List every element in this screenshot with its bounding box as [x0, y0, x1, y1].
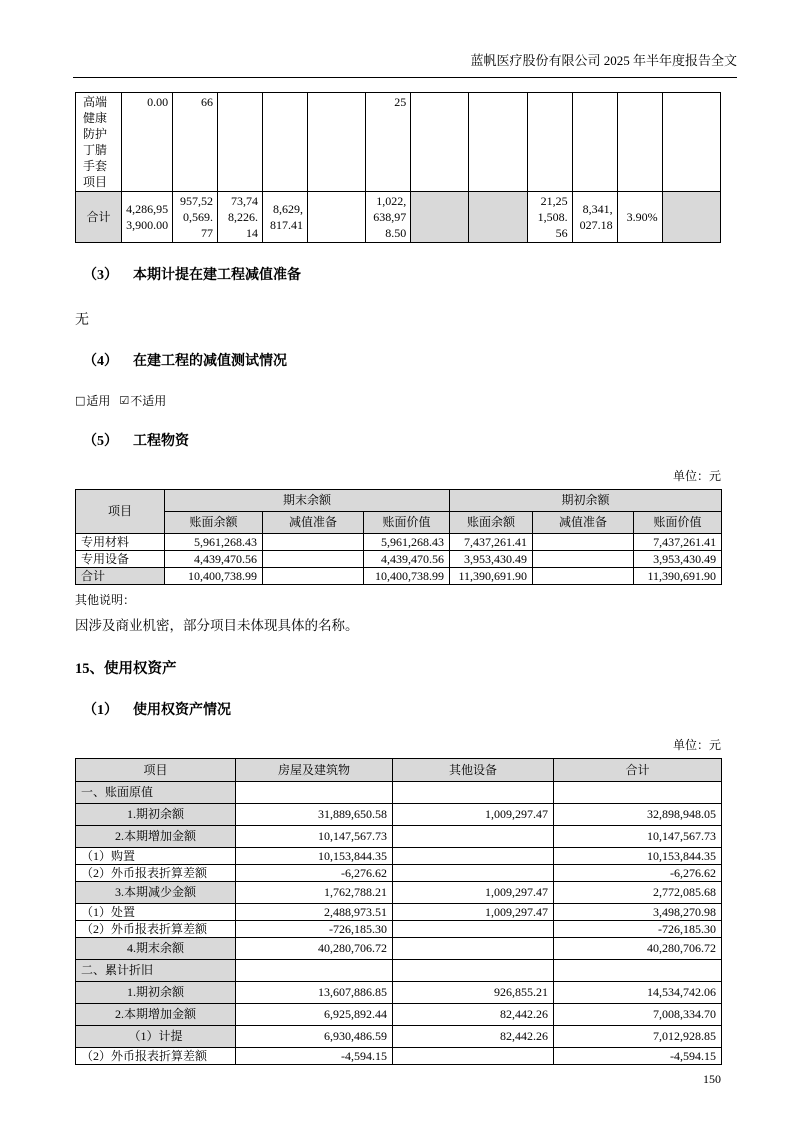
table-cell	[411, 192, 469, 243]
section-4-number: （4）	[83, 354, 118, 369]
option-not-applicable-label: 不适用	[130, 394, 167, 408]
table-row	[76, 921, 722, 938]
table-cell: 1,009,297.47	[393, 904, 554, 921]
table-cell: 10,400,738.99	[165, 568, 263, 585]
table-cell: -726,185.30	[236, 921, 393, 938]
right-of-use-assets-table	[75, 758, 722, 1065]
table-cell: 0.00	[121, 93, 172, 192]
row-label: 1.期初余额	[76, 804, 236, 826]
table-cell: 40,280,706.72	[236, 938, 393, 960]
table-cell	[533, 534, 634, 551]
row-label: （1）处置	[76, 904, 236, 921]
option-applicable-label: 适用	[86, 394, 111, 408]
column-header-book-balance: 账面余额	[450, 512, 533, 534]
unit-label: 单位：元	[672, 738, 721, 752]
table-cell: 13,607,886.85	[236, 982, 393, 1004]
other-note-label: 其他说明：	[75, 593, 136, 607]
column-header-buildings: 房屋及建筑物	[236, 759, 393, 782]
section-3-heading	[75, 264, 721, 284]
section-15-1-title: 使用权资产情况	[133, 703, 231, 718]
table-cell: 40,280,706.72	[554, 938, 722, 960]
table-cell	[572, 93, 617, 192]
table-row	[76, 192, 721, 243]
column-group-beginning-balance: 期初余额	[450, 490, 722, 512]
table-cell: 7,437,261.41	[634, 534, 722, 551]
row-label: 1.期初余额	[76, 982, 236, 1004]
section-5-number: （5）	[83, 434, 118, 449]
table-cell	[662, 192, 720, 243]
table-cell	[533, 551, 634, 568]
table-cell	[662, 93, 720, 192]
table-cell: -6,276.62	[236, 865, 393, 882]
section-4-title: 在建工程的减值测试情况	[133, 354, 287, 369]
table-row	[76, 960, 722, 982]
row-label: 专用设备	[76, 551, 165, 568]
table-row	[76, 782, 722, 804]
table-row	[76, 982, 722, 1004]
row-label: 2.本期增加金额	[76, 1004, 236, 1026]
row-label: 专用材料	[76, 534, 165, 551]
table-cell: 73,748,226.14	[218, 192, 263, 243]
column-header-impairment: 减值准备	[533, 512, 634, 534]
table-cell	[393, 960, 554, 982]
column-header-book-value: 账面价值	[364, 512, 450, 534]
page-header	[0, 0, 794, 78]
table-cell	[393, 826, 554, 848]
table-cell	[218, 93, 263, 192]
section-3-title: 本期计提在建工程减值准备	[133, 268, 301, 283]
table-cell: 2,488,973.51	[236, 904, 393, 921]
table-cell: 82,442.26	[393, 1004, 554, 1026]
other-note-text: 因涉及商业机密，部分项目未体现具体的名称。	[75, 618, 359, 633]
table-cell: 82,442.26	[393, 1026, 554, 1048]
table-cell: 957,520,569.77	[173, 192, 218, 243]
table-cell	[263, 534, 364, 551]
section-15-heading	[75, 657, 721, 678]
column-header-book-balance: 账面余额	[165, 512, 263, 534]
section-15-1-heading	[75, 699, 721, 719]
table-cell	[393, 921, 554, 938]
table-row	[76, 882, 722, 904]
page-number: 150	[703, 1072, 721, 1086]
column-header-impairment: 减值准备	[263, 512, 364, 534]
section-3-body: 无	[75, 313, 89, 328]
table-cell: 10,147,567.73	[236, 826, 393, 848]
table-row	[76, 534, 722, 551]
column-header-total: 合计	[554, 759, 722, 782]
table-cell: 21,251,508.56	[527, 192, 572, 243]
table-row	[76, 568, 722, 585]
table-cell	[411, 93, 469, 192]
table-cell: 926,855.21	[393, 982, 554, 1004]
header-rule	[73, 77, 737, 78]
header-title: 蓝帆医疗股份有限公司 2025 年半年度报告全文	[470, 53, 737, 68]
column-group-ending-balance: 期末余额	[165, 490, 450, 512]
row-label: （2）外币报表折算差额	[76, 865, 236, 882]
table-cell	[393, 938, 554, 960]
table-cell: 8,629,817.41	[263, 192, 308, 243]
table-cell	[527, 93, 572, 192]
table-cell	[469, 93, 527, 192]
option-applicable	[75, 392, 110, 409]
row-label: 合计	[76, 568, 165, 585]
table-cell	[263, 551, 364, 568]
table-cell: -4,594.15	[554, 1048, 722, 1065]
table-cell: 25	[366, 93, 411, 192]
table-cell	[393, 1048, 554, 1065]
table-row	[76, 826, 722, 848]
row-label: （2）外币报表折算差额	[76, 1048, 236, 1065]
table-cell: 5,961,268.43	[364, 534, 450, 551]
materials-table	[75, 489, 722, 585]
table-cell: 3.90%	[617, 192, 662, 243]
table-cell: 10,153,844.35	[236, 848, 393, 865]
row-label: 3.本期减少金额	[76, 882, 236, 904]
applicability-row	[75, 392, 721, 409]
table-cell: 32,898,948.05	[554, 804, 722, 826]
table-cell: 3,498,270.98	[554, 904, 722, 921]
checkbox-checked-icon[interactable]: ☑	[119, 394, 130, 407]
table-cell: 2,772,085.68	[554, 882, 722, 904]
table-cell	[469, 192, 527, 243]
table-cell	[617, 93, 662, 192]
table-cell	[263, 93, 308, 192]
cip-projects-continuation-table	[75, 92, 721, 243]
table-cell: 4,439,470.56	[165, 551, 263, 568]
table-cell: 7,012,928.85	[554, 1026, 722, 1048]
table-cell: 1,009,297.47	[393, 804, 554, 826]
table-cell	[393, 865, 554, 882]
table-cell: 11,390,691.90	[634, 568, 722, 585]
column-header-other-equipment: 其他设备	[393, 759, 554, 782]
section-15-1-number: （1）	[83, 703, 118, 718]
table-cell: 4,439,470.56	[364, 551, 450, 568]
table-cell: 7,008,334.70	[554, 1004, 722, 1026]
table-row	[76, 93, 721, 192]
table-cell: 4,286,953,900.00	[121, 192, 172, 243]
option-not-applicable	[119, 392, 166, 409]
table-row	[76, 804, 722, 826]
table-cell: 31,889,650.58	[236, 804, 393, 826]
page-content	[75, 92, 721, 1087]
table-cell: 1,022,638,978.50	[366, 192, 411, 243]
table-cell: 6,930,486.59	[236, 1026, 393, 1048]
table-cell: -6,276.62	[554, 865, 722, 882]
section-5-title: 工程物资	[133, 434, 189, 449]
section-15-title: 使用权资产	[104, 661, 177, 677]
table-row	[76, 848, 722, 865]
column-header-item: 项目	[76, 490, 165, 534]
table-cell: 10,153,844.35	[554, 848, 722, 865]
table-row	[76, 551, 722, 568]
table-cell: 14,534,742.06	[554, 982, 722, 1004]
column-header-item: 项目	[76, 759, 236, 782]
row-label: （1）计提	[76, 1026, 236, 1048]
row-label: 高端健康防护丁腈手套项目	[76, 93, 122, 192]
section-15-number: 15、	[75, 661, 104, 677]
table-cell: -726,185.30	[554, 921, 722, 938]
table-cell	[554, 782, 722, 804]
section-5-heading	[75, 430, 721, 450]
table-cell	[263, 568, 364, 585]
table-row	[76, 1048, 722, 1065]
row-label: 2.本期增加金额	[76, 826, 236, 848]
table-cell: 6,925,892.44	[236, 1004, 393, 1026]
table-cell: 1,762,788.21	[236, 882, 393, 904]
table-cell: 1,009,297.47	[393, 882, 554, 904]
row-label: 一、账面原值	[76, 782, 236, 804]
table-cell: 3,953,430.49	[634, 551, 722, 568]
unit-label: 单位：元	[672, 469, 721, 483]
table-cell: 5,961,268.43	[165, 534, 263, 551]
table-cell	[554, 960, 722, 982]
table-cell	[307, 93, 365, 192]
column-header-book-value: 账面价值	[634, 512, 722, 534]
section-3-number: （3）	[83, 268, 118, 283]
row-label: 二、累计折旧	[76, 960, 236, 982]
table-cell	[236, 960, 393, 982]
table-row	[76, 1004, 722, 1026]
table-cell: 7,437,261.41	[450, 534, 533, 551]
row-label: （1）购置	[76, 848, 236, 865]
table-cell: -4,594.15	[236, 1048, 393, 1065]
table-cell	[307, 192, 365, 243]
table-cell: 3,953,430.49	[450, 551, 533, 568]
table-cell: 8,341,027.18	[572, 192, 617, 243]
table-cell: 11,390,691.90	[450, 568, 533, 585]
row-label: 4.期末余额	[76, 938, 236, 960]
table-cell: 66	[173, 93, 218, 192]
section-4-heading	[75, 350, 721, 370]
table-cell	[393, 782, 554, 804]
table-row	[76, 938, 722, 960]
table-row	[76, 1026, 722, 1048]
table-cell	[236, 782, 393, 804]
table-cell: 10,400,738.99	[364, 568, 450, 585]
table-cell	[393, 848, 554, 865]
table-cell: 10,147,567.73	[554, 826, 722, 848]
row-label: 合计	[76, 192, 122, 243]
checkbox-unchecked-icon[interactable]: □	[75, 394, 86, 407]
table-row	[76, 865, 722, 882]
row-label: （2）外币报表折算差额	[76, 921, 236, 938]
table-cell	[533, 568, 634, 585]
table-row	[76, 904, 722, 921]
